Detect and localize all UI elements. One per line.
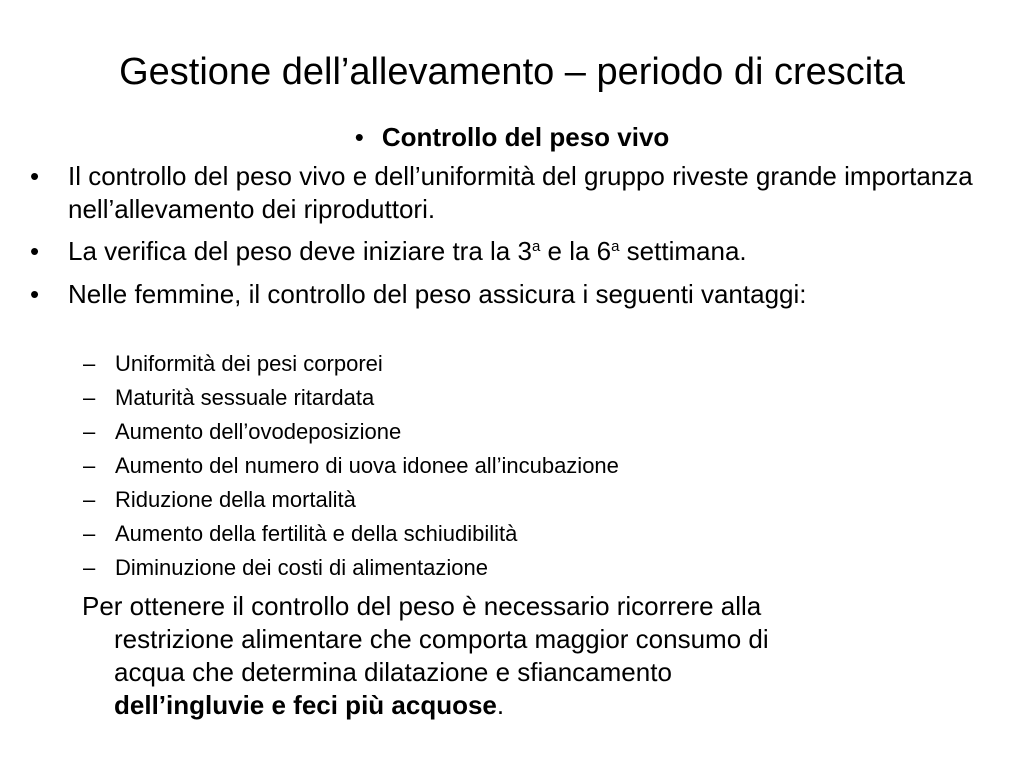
- list-item-text: Diminuzione dei costi di alimentazione: [115, 555, 488, 580]
- list-item-text: Aumento dell’ovodeposizione: [115, 419, 402, 444]
- list-item: [83, 415, 983, 449]
- bullet-item: [30, 278, 990, 311]
- closing-line: Per ottenere il controllo del peso è necessario ricorrere alla: [82, 591, 762, 621]
- closing-line: [114, 689, 992, 722]
- bullet-item: [30, 160, 990, 226]
- list-item: [83, 551, 983, 585]
- list-item: [83, 517, 983, 551]
- bullet-item: [30, 235, 990, 268]
- list-item-text: Uniformità dei pesi corporei: [115, 351, 383, 376]
- list-item: [83, 381, 983, 415]
- list-item-text: Maturità sessuale ritardata: [115, 385, 375, 410]
- heading-bullet: [0, 121, 1024, 153]
- bullet-dot: •: [354, 122, 364, 152]
- bullet-text-part: e la 6: [540, 236, 612, 266]
- dash-marker: –: [83, 487, 96, 512]
- list-item-text: Aumento del numero di uova idonee all’incubazione: [115, 453, 619, 478]
- closing-line: restrizione alimentare che comporta maggior consumo di: [114, 624, 769, 654]
- list-item: [83, 449, 983, 483]
- bullet-text: [68, 235, 990, 268]
- bullet-text: Il controllo del peso vivo e dell’uniformità del gruppo riveste grande importanza nell’allevamento dei riproduttori.: [68, 161, 973, 224]
- dash-marker: –: [83, 385, 96, 410]
- bullet-dot: •: [30, 279, 40, 309]
- bullet-dot: •: [30, 236, 40, 266]
- bullet-dot: •: [30, 161, 40, 191]
- bullet-text: Nelle femmine, il controllo del peso assicura i seguenti vantaggi:: [68, 279, 807, 309]
- superscript: a: [531, 238, 541, 255]
- bullet-text-part: settimana.: [619, 236, 747, 266]
- dash-marker: –: [83, 555, 96, 580]
- slide-title: Gestione dell’allevamento – periodo di crescita: [119, 51, 905, 93]
- dash-marker: –: [83, 351, 96, 376]
- advantages-list: [83, 347, 983, 585]
- list-item: [83, 347, 983, 381]
- closing-bold-text: dell’ingluvie e feci più acquose: [114, 690, 497, 720]
- closing-line: acqua che determina dilatazione e sfiancamento: [114, 657, 672, 687]
- closing-paragraph: [82, 590, 992, 722]
- list-item-text: Aumento della fertilità e della schiudibilità: [115, 521, 518, 546]
- dash-marker: –: [83, 453, 96, 478]
- superscript: a: [611, 238, 620, 255]
- dash-marker: –: [83, 419, 96, 444]
- closing-end: .: [496, 690, 505, 720]
- heading-bullet-text: Controllo del peso vivo: [381, 122, 670, 152]
- list-item: [83, 483, 983, 517]
- bullet-text-part: La verifica del peso deve iniziare tra la 3: [68, 236, 532, 266]
- list-item-text: Riduzione della mortalità: [115, 487, 356, 512]
- dash-marker: –: [83, 521, 96, 546]
